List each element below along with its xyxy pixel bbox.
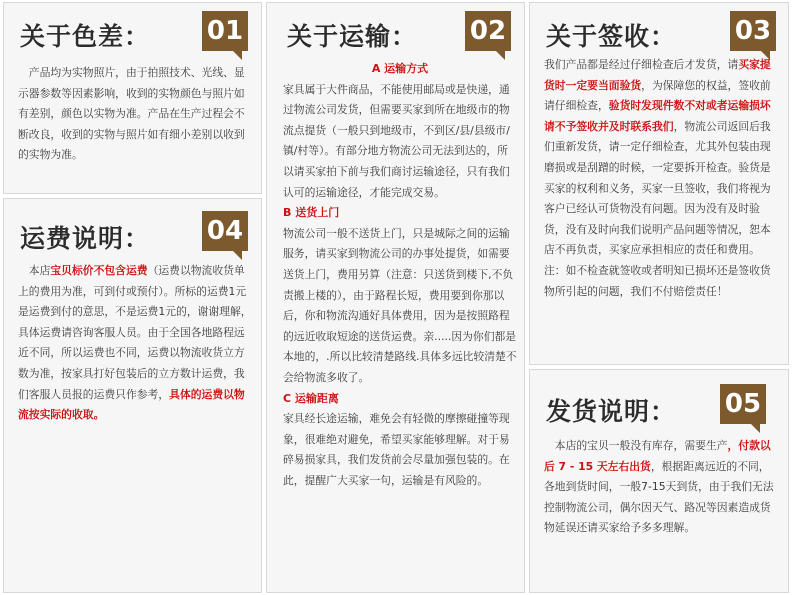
color-difference-text: 产品均为实物照片，由于拍照技术、光线、显示器参数等因素影响，收到的实物颜色与照片如有差别，颜色以实物为准。产品在生产过程会不断改良，收到的实物与照片如有细小差别以收到的实物为准。 [18,66,245,162]
delivery-title: 发货说明： [546,397,677,426]
transport-text [283,59,517,491]
section-number-badge: 02 [465,11,511,51]
shipping-fee-panel [3,198,262,593]
signing-title: 关于签收： [546,22,677,51]
color-difference-title: 关于色差： [20,22,151,51]
transport-distance-text: 家具经长途运输，难免会有轻微的摩擦碰撞等现象，很难绝对避免，希望买家能够理解。对于易碎易损家具，我们发货前会尽量加强包装的。在此，提醒广大买家一句，运输是有风险的。 [283,412,510,487]
signing-panel [529,2,789,365]
delivery-text: 本店的宝贝一般没有库存，需要生产，付款以后 7 - 15 天左右出货，根据距离远近的不同，各地到货时间，一般7-15天到货，由于我们无法控制物流公司，偶尔因天气、路况等因素造成货物延误还请买家给予多多理解。 [544,439,774,535]
shipping-fee-title: 运费说明： [20,224,151,253]
section-number-badge: 03 [730,11,776,51]
delivery-panel [529,369,789,593]
door-delivery-text: 物流公司一般不送货上门，只是城际之间的运输服务，请买家到物流公司的办事处提货，如需要送货上门，费用另算（注意：只送货到楼下,不负责搬上楼的），由于路程长短，费用要到你那以后，你和物流沟通好具体费用，因为是按照路程的远近收取短途的送货运费。亲.....因为你们都是本地的，.所以比较清楚路线.具体多远比较清楚不会给物流多收了。 [283,226,517,384]
transport-method-heading: A 运输方式 [371,62,429,75]
section-number-badge: 04 [202,211,248,251]
shipping-fee-text: 本店宝贝标价不包含运费（运费以物流收货单上的费用为准，可到付或预付）。所标的运费1元是运费到付的意思，不是运费1元的，谢谢理解，具体运费请咨询客服人员。由于全国各地路程远近不同，所以运费也不同，运费以物流收货立方数为准，按家具打好包装后的立方数计运费，我们客服人员报的运费只作参考，具体的运费以物流按实际的收取。 [18,264,252,422]
transport-distance-heading: C 运输距离 [283,391,339,405]
transport-title: 关于运输： [287,22,418,51]
section-number-badge: 01 [202,11,248,51]
section-number-badge: 05 [720,384,766,424]
signing-text: 我们产品都是经过仔细检查后才发货，请买家提货时一定要当面验货，为保障您的权益，签收前请仔细检查，验货时发现件数不对或者运输损坏请不予签收并及时联系我们，物流公司返回后我们重新发货，请一定仔细检查，尤其外包装由现磨损或是刮蹭的时候，一定要拆开检查。验货是买家的权利和义务，买家一旦签收，我们将视为客户已经认可货物没有问题。因为没有及时验货，没有及时向我们说明产品问题等情况，恕本店不再负责，买家应承担相应的责任和费用。注：如不检查就签收或者明知已损坏还是签收货物所引起的问题，我们不付赔偿责任！ [544,58,771,298]
transport-panel [266,2,525,593]
transport-method-text: 家具属于大件商品，不能使用邮局或是快递，通过物流公司发货，但需要买家到所在地级市的物流点提货（一般只到地级市，不到区/县/县级市/镇/村等）。有部分地方物流公司无法到达的，所以请买家拍下前与我们商讨运输途径，只有我们认可的运输途径，才能完成交易。 [283,82,510,199]
door-delivery-heading: B 送货上门 [283,206,340,220]
color-difference-panel [3,2,262,194]
